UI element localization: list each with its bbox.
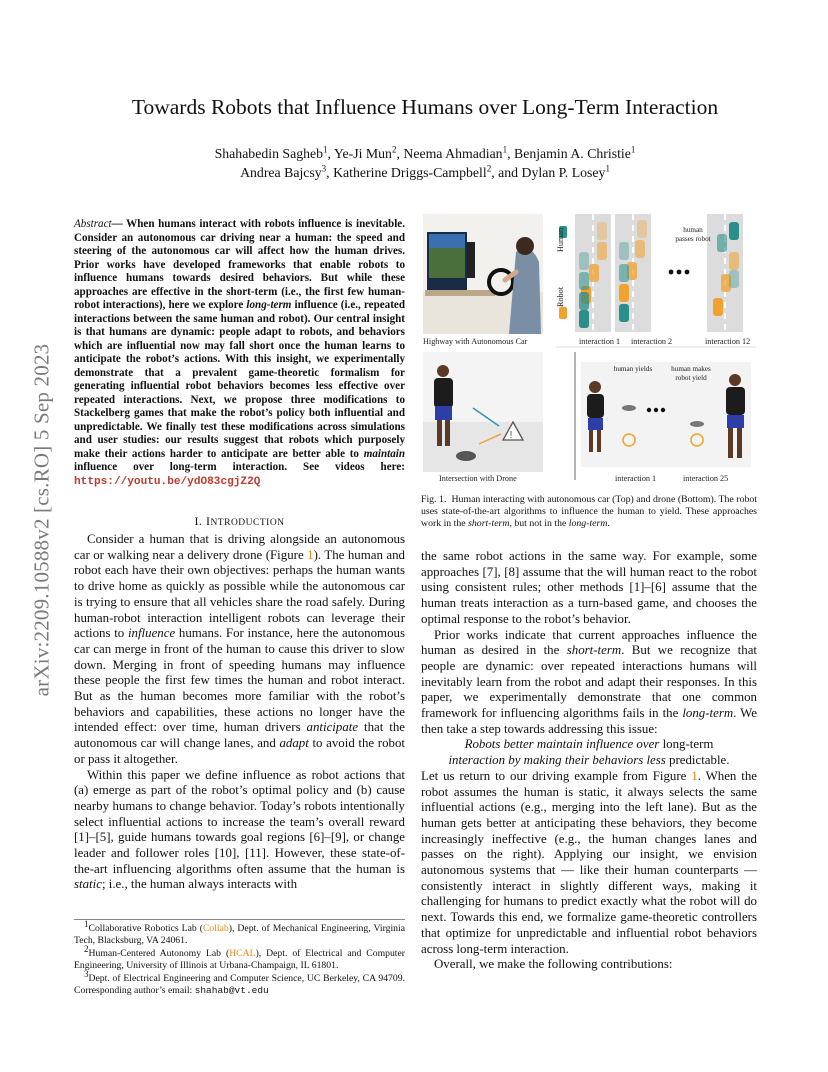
footnotes bbox=[74, 919, 405, 998]
video-link[interactable]: https://youtu.be/ydO83cgjZ2Q bbox=[74, 475, 261, 488]
author: Andrea Bajcsy bbox=[240, 165, 322, 180]
bottom-interaction-label: interaction 25 bbox=[683, 474, 729, 483]
driving-simulator-photo bbox=[423, 214, 543, 334]
author: Neema Ahmadian bbox=[403, 146, 503, 161]
author: Shahabedin Sagheb bbox=[214, 146, 324, 161]
affil-mark: 1 bbox=[502, 144, 508, 155]
section-heading: I. INTRODUCTION bbox=[194, 514, 285, 528]
robot-color-swatch bbox=[559, 307, 567, 319]
legend-human-label: Human bbox=[556, 227, 565, 252]
figure-caption: Fig. 1. Human interacting with autonomous car (Top) and drone (Bottom). The robot uses state-of-the-art algorithms to influence the human to yield. These approaches work in the short-term, but not in the long-term. bbox=[421, 494, 757, 529]
abstract-label: Abstract bbox=[74, 218, 112, 230]
author: Katherine Driggs-Campbell bbox=[333, 165, 487, 180]
highway-caption: Highway with Autonomous Car bbox=[423, 337, 528, 346]
human-yields-note: human yields bbox=[613, 365, 653, 373]
intro-column-left bbox=[74, 532, 405, 893]
bottom-interaction-label: interaction 1 bbox=[615, 474, 657, 483]
footnote: $^3$Dept. of Electrical Engineering and Computer Science, UC Berkeley, CA 94709. Corresponding author’s email: shahab@vt.edu bbox=[74, 968, 405, 996]
author-list: Shahabedin Sagheb$^1$, Ye-Ji Mun$^2$, Neema Ahmadian$^1$, Benjamin A. Christie$^1$ Andrea Bajcsy$^3$, Katherine Driggs-Campbell$^2$, and Dylan P. Losey$^1$ bbox=[214, 144, 636, 180]
top-interaction-label: interaction 2 bbox=[631, 337, 673, 346]
paragraph: the same robot actions in the same way. For example, some approaches [7], [8] assume that the will human react to the robot using consistent rules; other methods [1]–[6] assume that the human treats interaction as a turn-based game, and chooses the optimal response to the robot’s behavior. bbox=[421, 549, 757, 626]
arxiv-stamp bbox=[22, 295, 62, 745]
affil-mark: 1 bbox=[323, 144, 328, 155]
affil-mark: 1 bbox=[605, 163, 610, 174]
author: Ye-Ji Mun bbox=[333, 146, 392, 161]
lab-link[interactable]: Collab bbox=[202, 923, 229, 934]
figure-ref-link[interactable]: 1 bbox=[691, 768, 698, 783]
paragraph: Overall, we make the following contributions: bbox=[434, 957, 673, 972]
drone-caption: Intersection with Drone bbox=[439, 474, 517, 483]
figure-graphics bbox=[421, 212, 757, 487]
affil-mark: 3 bbox=[321, 163, 327, 174]
paragraph: Consider a human that is driving alongside an autonomous car or walking near a delivery drone (Figure 1). The human and robot each have their own objectives: perhaps the human wants to drive home as quickly as possible while the autonomous car is trying to ensure that all vehicles share the road safely. During human-robot interaction intelligent robots can leverage their actions to influence humans. For instance, here the autonomous car can merge in front of the human to cause this driver to slow down. Merging in front of speeding humans may influence these people the first few times the human and robot interact. But as the human becomes more familiar with the robot’s behaviors and capabilities, these actions no longer have the intended effect: over time, human drivers anticipate that the autonomous car will change lanes, and adapt to avoid the robot or pass it altogether. bbox=[74, 532, 405, 766]
figure-1 bbox=[421, 212, 757, 487]
human-makes-robot-yield-note: human makes robot yield bbox=[671, 365, 711, 382]
drone-intersection-photo bbox=[423, 352, 543, 472]
abstract: Abstract— When humans interact with robots influence is inevitable. Consider an autonomous car driving near a human: the speed and steering of the autonomous car will affect how the human drives. Prior works have developed frameworks that enable robots to influence humans towards desired behaviors. But while these approaches are effective in the short-term (i.e., the first few human-robot interactions), here we explore long-term influence (i.e., repeated interactions between the same human and robot). Our central insight is that humans are dynamic: people adapt to robots, and behaviors which are influential now may fall short once the human learns to anticipate the robot’s actions. With this insight, we experimentally demonstrate that a prevalent game-theoretic formalism for generating influential robot behaviors becomes less effective over repeated interactions. Next, we propose three modifications to Stackelberg games that make the robot’s policy both influential and unpredictable. We finally test these modifications across simulations and user studies: our results suggest that robots which purposely make their actions harder to anticipate are better able to maintain influence over long-term interaction. See videos here: https://youtu.be/ydO83cgjZ2Q bbox=[74, 218, 405, 488]
abstract-text: influence over long-term interaction. See videos here: bbox=[74, 461, 405, 473]
top-interaction-label: interaction 1 bbox=[579, 337, 621, 346]
author: Dylan P. Losey bbox=[521, 165, 606, 180]
human-passes-note: human passes robot bbox=[675, 226, 711, 243]
intro-column-right bbox=[421, 549, 757, 973]
paragraph: Prior works indicate that current approaches influence the human as desired in the short-term. But we recognize that people are dynamic: over repeated interactions humans will inevitably learn from the robot and adapt their responses. In this paper, we experimentally demonstrate that one common framework for influencing algorithms fails in the long-term. We then take a step towards addressing this issue: bbox=[421, 627, 757, 736]
footnote: $^2$Human-Centered Autonomy Lab (HCAL), Dept. of Electrical and Computer Engineering, University of Illinois at Urbana-Champaign, IL 61801. bbox=[74, 943, 406, 971]
legend-robot-label: Robot bbox=[556, 286, 565, 307]
paragraph: Let us return to our driving example from Figure 1. When the robot assumes the human is static, it always selects the same influential actions (e.g., merging into the left lane). But as the human gets better at anticipating these behaviors, they become increasingly ineffective (e.g., the human changes lanes and passes on the right). Applying our insight, we envision autonomous systems that — like their human counterparts — consistently interact in slightly different ways, making it challenging for humans to predict exactly what the robot will do next. Towards this end, we formalize game-theoretic controllers that optimize for unpredictable and influential robot behaviors across long-term interaction. bbox=[421, 768, 757, 956]
abstract-text: influence (i.e., repeated interactions between the same human and robot). Our central insight is that humans are dynamic: people adapt to robots, and behaviors which are influential now may fall short once the human learns to anticipate the robot’s actions. With this insight, we experimentally demonstrate that a prevalent game-theoretic formalism for generating influential robot behaviors becomes less effective over repeated interactions. Next, we propose three modifications to Stackelberg games that make the robot’s policy both influential and unpredictable. We finally test these modifications across simulations and user studies: our results suggest that robots which purposely make their actions harder to anticipate are better able to bbox=[74, 299, 405, 460]
arxiv-id: arXiv:2209.10588v2 [cs.RO] 5 Sep 2023 bbox=[29, 343, 54, 697]
author: Benjamin A. Christie bbox=[514, 146, 631, 161]
abstract-emphasis: maintain bbox=[363, 447, 405, 460]
top-interaction-label: interaction 12 bbox=[705, 337, 751, 346]
affil-mark: 2 bbox=[391, 144, 397, 155]
paper-title: Towards Robots that Influence Humans over Long-Term Interaction bbox=[131, 95, 719, 119]
paragraph: Within this paper we define influence as robot actions that (a) emerge as part of the robot’s optimal policy and (b) cause nearby humans to change behavior. Today’s robots intentionally select influential actions to increase the team’s overall reward [1]–[5], guide humans towards goal regions [6]–[9], or change leader and follower roles [10], [11]. However, these state-of-the-art influencing algorithms often assume that the human is static; i.e., the human always interacts with bbox=[74, 767, 405, 892]
email[interactable]: shahab@vt.edu bbox=[194, 985, 269, 996]
footnote: $^1$Collaborative Robotics Lab (Collab), Dept. of Mechanical Engineering, Virginia Tech, Blacksburg, VA 24061. bbox=[74, 918, 405, 946]
abstract-emphasis: long-term bbox=[246, 299, 292, 311]
figure-ref-link[interactable]: 1 bbox=[307, 547, 314, 562]
key-insight-quote: Robots better maintain influence over long-term interaction by making their behaviors less predictable. bbox=[448, 737, 730, 768]
lab-link[interactable]: HCAL bbox=[229, 948, 256, 959]
highway-diagram bbox=[575, 214, 743, 332]
affil-mark: 1 bbox=[630, 144, 636, 155]
affil-mark: 2 bbox=[486, 163, 492, 174]
svg-text:!: ! bbox=[509, 430, 513, 441]
abstract-text: When humans interact with robots influence is inevitable. Consider an autonomous car driving near a human: the speed and steering of the autonomous car will affect how the human drives. Prior works have developed frameworks that enable robots to influence humans towards desired behaviors. But while these approaches are effective in the short-term (i.e., the first few human-robot interactions), here we explore bbox=[74, 218, 405, 311]
